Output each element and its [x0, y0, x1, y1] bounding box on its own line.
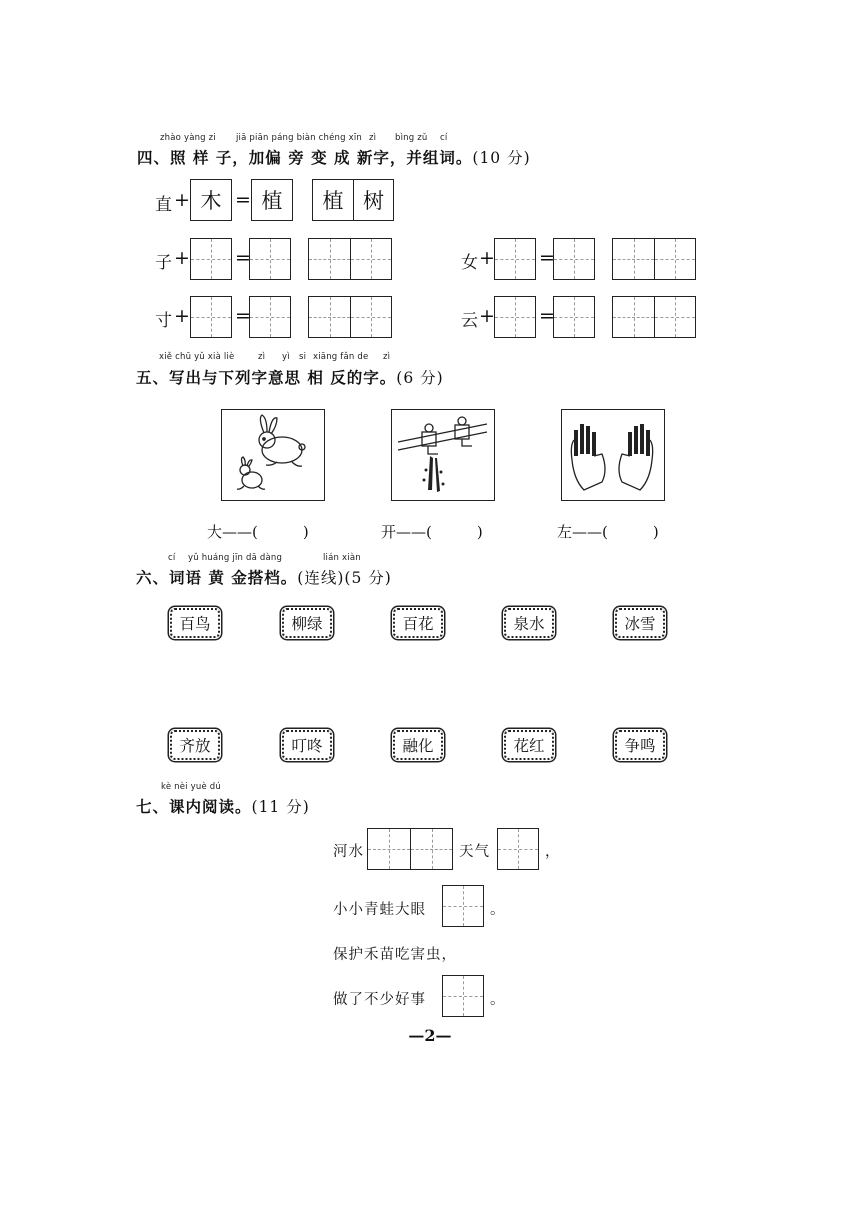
word-character: 植: [322, 189, 344, 213]
section-score: (11 分): [251, 798, 310, 816]
radical-character: 木: [200, 189, 222, 213]
pinyin-annotation: cí: [440, 133, 448, 143]
pinyin-annotation: jiā piān páng biàn chéng xīn: [236, 133, 362, 143]
word-tag-bottom[interactable]: 融化: [393, 730, 443, 760]
equals-sign: =: [539, 247, 555, 269]
example-radical-box: [190, 179, 232, 221]
pinyin-annotation: zì: [369, 133, 377, 143]
reading-text: 保护禾苗吃害虫，: [333, 947, 457, 963]
reading-punctuation: 。: [490, 902, 506, 918]
pinyin-annotation: zhào yàng zi: [160, 133, 216, 143]
rabbit-icon: [222, 410, 323, 499]
word-write-box[interactable]: [308, 238, 392, 280]
word-tag-top[interactable]: 柳绿: [282, 608, 332, 638]
base-character: 寸: [155, 311, 172, 331]
radical-write-box[interactable]: [190, 238, 232, 280]
equals-sign: =: [539, 305, 555, 327]
pinyin-annotation: yǔ huáng jīn dā dàng: [188, 553, 283, 563]
pinyin-annotation: lián xiàn: [323, 553, 361, 563]
rabbits-picture: [221, 409, 325, 501]
word-tag-top[interactable]: 泉水: [504, 608, 554, 638]
plus-sign: +: [479, 305, 495, 327]
base-character: 云: [461, 311, 478, 331]
pinyin-annotation: yì: [282, 352, 290, 362]
plus-sign: +: [174, 247, 190, 269]
antonym-answer-zuo[interactable]: 左——( ): [557, 523, 659, 541]
section-5-heading: [136, 366, 444, 388]
section-7-heading: [136, 795, 310, 817]
new-character-box[interactable]: [553, 296, 595, 338]
antonym-answer-kai[interactable]: 开——( ): [381, 523, 483, 541]
pinyin-annotation: xiě chū yǔ xià liè: [159, 352, 235, 362]
word-tag-top[interactable]: 百花: [393, 608, 443, 638]
reading-write-box[interactable]: [442, 885, 484, 927]
antonym-answer-da[interactable]: 大——( ): [207, 523, 309, 541]
radical-write-box[interactable]: [494, 238, 536, 280]
plus-sign: +: [174, 189, 190, 211]
pinyin-annotation: bìng zǔ: [395, 133, 428, 143]
word-tag-top[interactable]: 冰雪: [615, 608, 665, 638]
pinyin-annotation: zì: [258, 352, 266, 362]
pinyin-annotation: kè nèi yuè dú: [161, 782, 221, 792]
pinyin-annotation: xiāng fǎn de: [313, 352, 369, 362]
section-title: 四、照 样 子，加偏 旁 变 成 新字，并组词。: [137, 149, 473, 167]
faucets-picture: [391, 409, 495, 501]
reading-punctuation: 。: [490, 992, 506, 1008]
equals-sign: =: [235, 305, 251, 327]
new-character-box[interactable]: [249, 296, 291, 338]
section-score: (连线)(5 分): [297, 569, 392, 587]
reading-text: 小小青蛙大眼: [333, 902, 426, 918]
word-write-box[interactable]: [308, 296, 392, 338]
reading-write-box[interactable]: [497, 828, 539, 870]
reading-text: 天气: [459, 844, 490, 860]
pinyin-annotation: si: [299, 352, 307, 362]
reading-text: 河水: [333, 844, 364, 860]
word-tag-bottom[interactable]: 争鸣: [615, 730, 665, 760]
base-character: 子: [155, 253, 172, 273]
base-character: 女: [461, 253, 478, 273]
section-score: (10 分): [472, 149, 531, 167]
section-6-heading: [136, 566, 392, 588]
example-word-box: [312, 179, 394, 221]
base-character: 直: [155, 195, 172, 215]
word-tag-bottom[interactable]: 花红: [504, 730, 554, 760]
plus-sign: +: [174, 305, 190, 327]
faucet-icon: [392, 410, 493, 499]
result-character: 植: [261, 189, 283, 213]
new-character-box[interactable]: [553, 238, 595, 280]
section-4-heading: [137, 146, 531, 168]
example-result-box: [251, 179, 293, 221]
section-title: 五、写出与下列字意思 相 反的字。: [136, 369, 397, 387]
section-title: 七、课内阅读。: [136, 798, 252, 816]
plus-sign: +: [479, 247, 495, 269]
radical-write-box[interactable]: [190, 296, 232, 338]
pinyin-annotation: cí: [168, 553, 176, 563]
section-score: (6 分): [396, 369, 444, 387]
radical-write-box[interactable]: [494, 296, 536, 338]
word-tag-bottom[interactable]: 叮咚: [282, 730, 332, 760]
word-write-box[interactable]: [612, 238, 696, 280]
reading-punctuation: ，: [545, 844, 561, 860]
reading-write-box[interactable]: [442, 975, 484, 1017]
word-write-box[interactable]: [612, 296, 696, 338]
reading-write-box[interactable]: [367, 828, 453, 870]
equals-sign: =: [235, 189, 251, 211]
hand-icon: [562, 410, 663, 499]
page-number: —2—: [408, 1026, 452, 1045]
reading-text: 做了不少好事: [333, 992, 426, 1008]
word-tag-bottom[interactable]: 齐放: [170, 730, 220, 760]
section-title: 六、词语 黄 金搭档。: [136, 569, 298, 587]
hands-picture: [561, 409, 665, 501]
pinyin-annotation: zì: [383, 352, 391, 362]
new-character-box[interactable]: [249, 238, 291, 280]
equals-sign: =: [235, 247, 251, 269]
word-tag-top[interactable]: 百鸟: [170, 608, 220, 638]
word-character: 树: [363, 189, 384, 213]
